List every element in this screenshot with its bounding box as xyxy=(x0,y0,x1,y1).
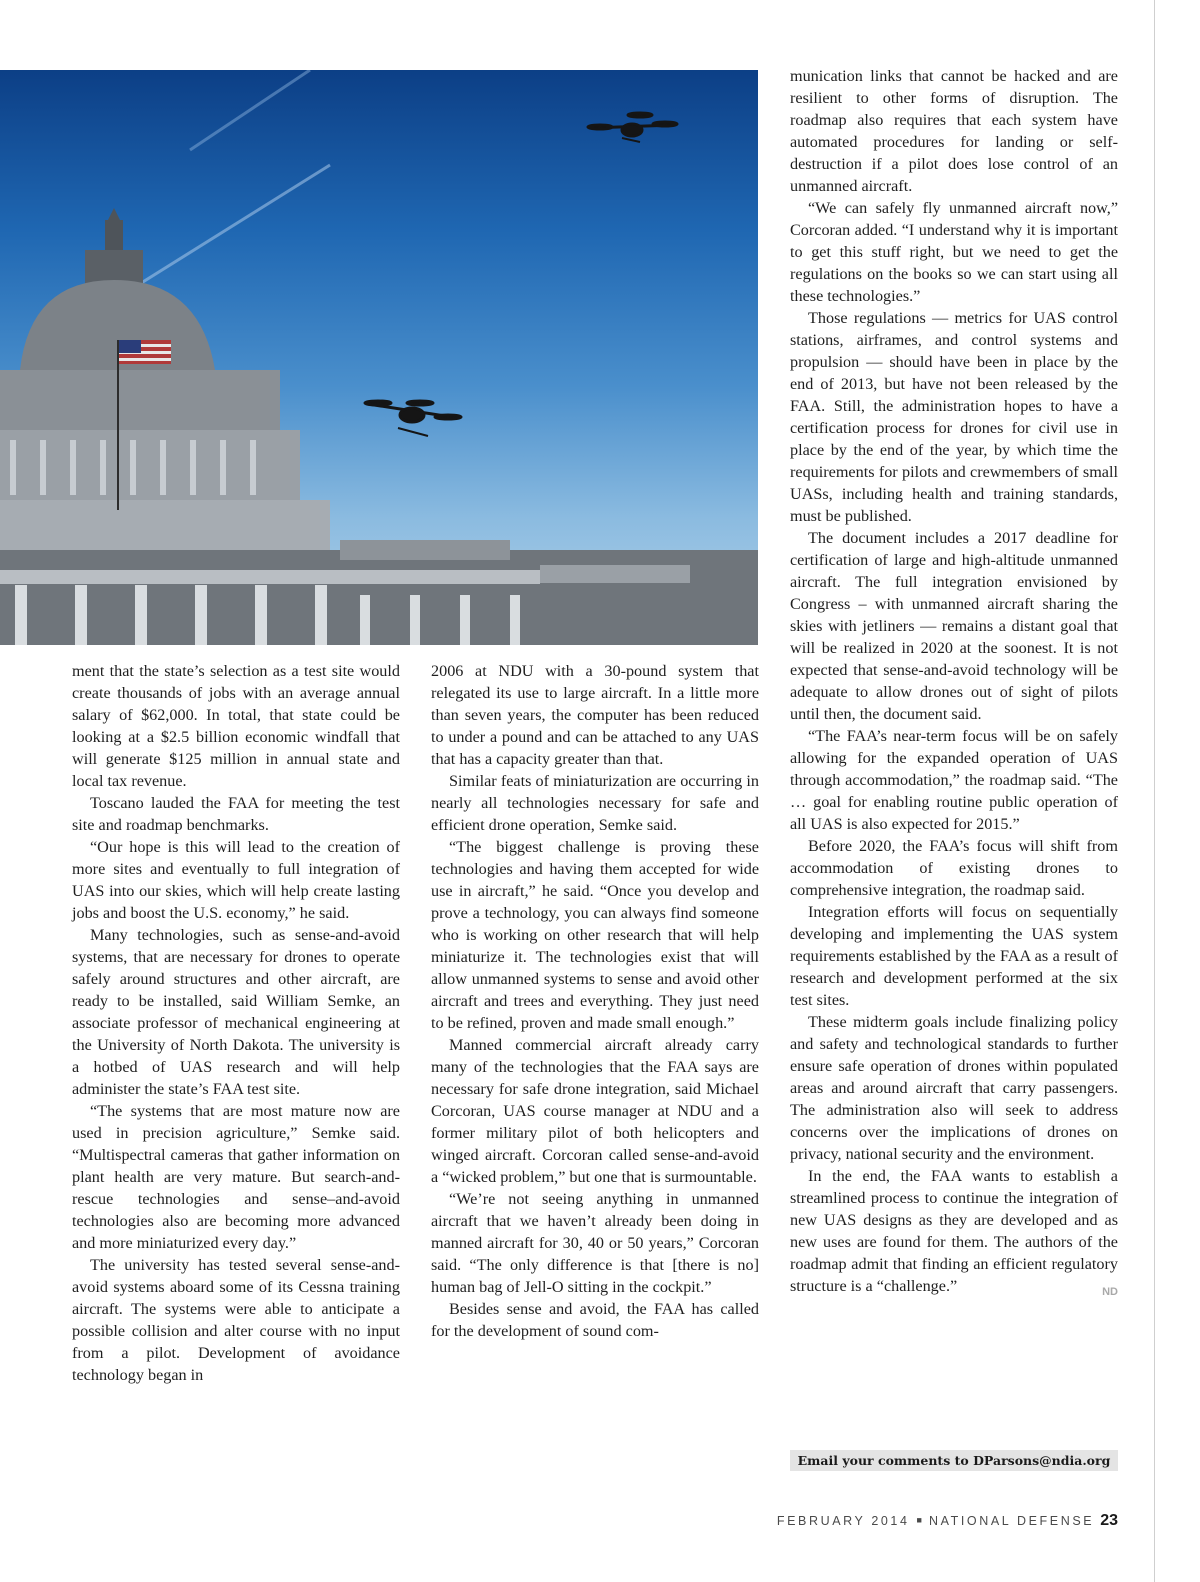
paragraph: “The biggest challenge is proving these technologies and having them accepted for wide use in aircraft,” he said. “Once you develop and prove a technology, you can always find someone who is working on other research that will help miniaturize it. The technologies exist that will allow unmanned systems to sense and avoid other aircraft and trees and everything. They just need to be refined, proven and made small enough.” xyxy=(431,838,759,1032)
paragraph: Besides sense and avoid, the FAA has called for the development of sound com- xyxy=(431,1300,759,1340)
paragraph: Integration efforts will focus on sequentially developing and implementing the UAS system requirements established by the FAA as a result of research and development performed at the six test sites. xyxy=(790,903,1118,1009)
drone-lower xyxy=(365,401,461,436)
drone-upper xyxy=(588,113,677,142)
paragraph: Before 2020, the FAA’s focus will shift from accommodation of existing drones to comprehensive integration, the roadmap said. xyxy=(790,837,1118,899)
photo-illustration xyxy=(0,70,758,645)
paragraph: munication links that cannot be hacked and are resilient to other forms of disruption. The roadmap also requires that each system have automated procedures for landing or self-destruction if a pilot does lose control of an unmanned aircraft. xyxy=(790,67,1118,195)
paragraph: “The systems that are most mature now are used in precision agriculture,” Semke said. “Multispectral cameras that gather information on plant health are very mature. But search-and-rescue technologies and sense–and-avoid technologies also are becoming more advanced and more miniaturized every day.” xyxy=(72,1102,400,1252)
capitol-dome xyxy=(0,208,330,550)
paragraph-text: In the end, the FAA wants to establish a streamlined process to continue the integration of new UAS designs as they are developed and as new uses are found for them. The authors of the roadmap admit that finding an efficient regulatory structure is a “challenge.” xyxy=(790,1167,1118,1295)
paragraph-final xyxy=(790,1165,1118,1297)
contrail xyxy=(190,70,310,150)
article-column-3 xyxy=(790,65,1118,1303)
email-label: Email your comments to xyxy=(797,1453,974,1468)
paragraph: Similar feats of miniaturization are occurring in nearly all technologies necessary for safe and efficient drone operation, Semke said. xyxy=(431,772,759,834)
paragraph: Many technologies, such as sense-and-avoid systems, that are necessary for drones to operate safely around structures and other aircraft, are ready to be installed, said William Semke, an associate professor of mechanical engineering at the University of North Dakota. The university is a hotbed of UAS research and will help administer the state’s FAA test site. xyxy=(72,926,400,1098)
footer-separator: ■ xyxy=(916,1515,922,1525)
page-number: 23 xyxy=(1100,1512,1118,1529)
paragraph: Manned commercial aircraft already carry many of the technologies that the FAA says are necessary for safe drone integration, said Michael Corcoran, UAS course manager at NDU and a former military pilot of both helicopters and winged aircraft. Corcoran called sense-and-avoid a “wicked problem,” but one that is surmountable. xyxy=(431,1036,759,1186)
page-edge-rule xyxy=(1154,0,1155,1582)
paragraph: “We can safely fly unmanned aircraft now,” Corcoran added. “I understand why it is important to get this stuff right, but we need to get the regulations on the books so we can start using all these technologies.” xyxy=(790,199,1118,305)
paragraph: Those regulations — metrics for UAS control stations, airframes, and control systems and propulsion — should have been in place by the end of 2013, but have not been released by the FAA. Still, the administration hopes to have a certification process for drones for civil use in place by the end of the year, by which time the requirements for pilots and crewmembers of small UASs, including health and training standards, must be published. xyxy=(790,309,1118,525)
article-column-1 xyxy=(72,660,400,1386)
paragraph: “We’re not seeing anything in unmanned aircraft that we haven’t already been doing in manned aircraft for 30, 40 or 50 years,” Corcoran said. “The only difference is that [there is no] human bag of Jell-O sitting in the cockpit.” xyxy=(431,1190,759,1296)
capitol-drones-photo xyxy=(0,70,758,645)
contrail xyxy=(130,165,330,290)
paragraph: “The FAA’s near-term focus will be on safely allowing for the expanded operation of UAS through accommodation,” the roadmap said. “The … goal for enabling routine public operation of all UAS is also expected for 2015.” xyxy=(790,727,1118,833)
email-address-link[interactable]: DParsons@ndia.org xyxy=(973,1453,1111,1468)
paragraph: Toscano lauded the FAA for meeting the test site and roadmap benchmarks. xyxy=(72,794,400,834)
publication-name: NATIONAL DEFENSE xyxy=(928,1514,1095,1528)
article-column-2 xyxy=(431,660,759,1342)
paragraph: The university has tested several sense-and-avoid systems aboard some of its Cessna training aircraft. The systems were able to anticipate a possible collision and alter course with no input from a pilot. Development of avoidance technology began in xyxy=(72,1256,400,1384)
paragraph: These midterm goals include finalizing policy and safety and technological standards to further ensure safe operation of drones within populated areas and around aircraft that carry passengers. The administration also will seek to address concerns over the implications of drones on privacy, national security and the environment. xyxy=(790,1013,1118,1163)
page-footer xyxy=(777,1512,1118,1530)
end-mark: ND xyxy=(1102,1286,1118,1298)
capitol-building xyxy=(0,540,758,645)
issue-date: FEBRUARY 2014 xyxy=(776,1514,910,1528)
paragraph: “Our hope is this will lead to the creation of more sites and eventually to full integration of UAS into our skies, which will help create lasting jobs and boost the U.S. economy,” he said. xyxy=(72,838,400,922)
paragraph: The document includes a 2017 deadline for certification of large and high-altitude unmanned aircraft. The full integration envisioned by Congress – with unmanned aircraft sharing the skies with jetliners — remains a distant goal that will be realized in 2020 at the soonest. It is not expected that sense-and-avoid technology will be adequate to allow drones out of sight of pilots until then, the document said. xyxy=(790,529,1118,723)
paragraph: ment that the state’s selection as a test site would create thousands of jobs with an average annual salary of $62,000. In total, that state could be looking at a $2.5 billion economic windfall that will generate $125 million in annual state and local tax revenue. xyxy=(72,662,400,790)
paragraph: 2006 at NDU with a 30-pound system that relegated its use to large aircraft. In a little more than seven years, the computer has been reduced to under a pound and can be attached to any UAS that has a capacity greater than that. xyxy=(431,662,759,768)
email-comments-box xyxy=(790,1450,1118,1471)
